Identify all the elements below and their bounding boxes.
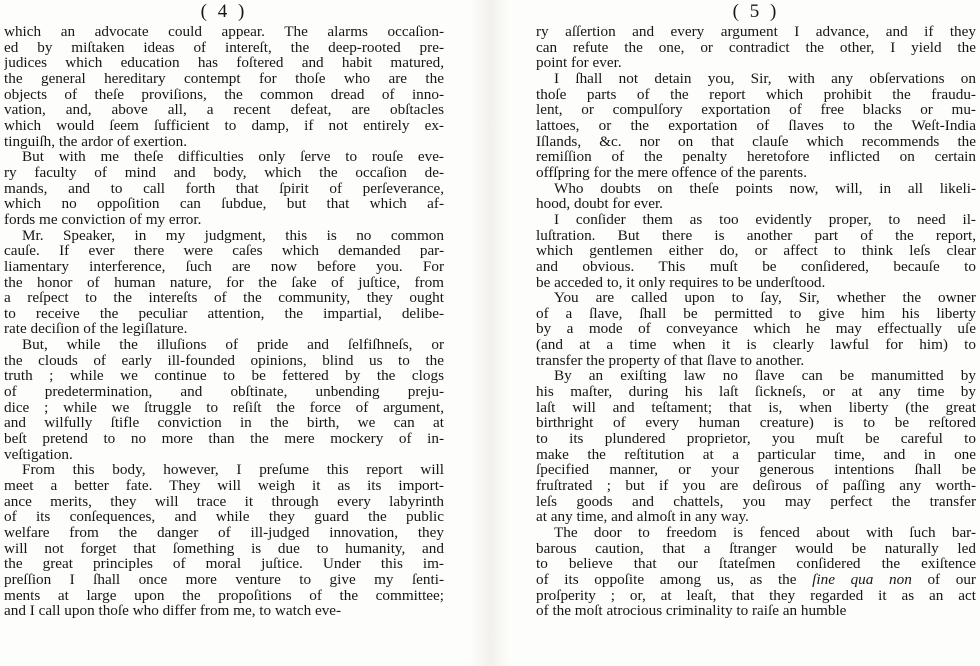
- text-line: the clouds of early ill-founded opinions, blind us to the: [4, 351, 444, 369]
- paragraph: [536, 290, 976, 368]
- text-line: luſtration. But there is another part of the report,: [536, 226, 976, 244]
- text-line: barous caution, that a ſtranger would be naturally led: [536, 539, 976, 557]
- text-line: lattoes, or the exportation of ſlaves to the Weſt-India: [536, 116, 976, 134]
- right-page-number: ( 5 ): [732, 1, 780, 22]
- text-line: can refute the one, or contradict the other, I yield the: [536, 38, 976, 56]
- paragraph: [536, 181, 976, 212]
- page-gutter: [470, 0, 510, 666]
- text-line: ry faculty of mind and body, which the occaſion de-: [4, 163, 444, 181]
- left-page-number: ( 4 ): [200, 1, 248, 22]
- right-page: [536, 0, 976, 666]
- text-line: to its plundered proprietor, you muſt be careful to: [536, 430, 976, 448]
- text-line: a reſpect to the intereſts of the community, they ought: [4, 289, 444, 307]
- text-line: objects of theſe proviſions, the common dread of inno-: [4, 85, 444, 103]
- text-line: By an exiſting law no ſlave can be manumitted by: [554, 367, 976, 385]
- text-line: which would ſeem ſufficient to damp, if not entirely ex-: [4, 116, 444, 134]
- text-line: mands, and to call forth that ſpirit of perſeverance,: [4, 179, 444, 197]
- left-page: [4, 0, 444, 666]
- text-line: But, while the illuſions of pride and ſelfiſhneſs, or: [22, 336, 444, 354]
- text-line: of a ſlave, ſhall be permitted to give him his liberty: [536, 304, 976, 322]
- paragraph: [536, 212, 976, 290]
- paragraph: [536, 525, 976, 619]
- text-line: lent, or compulſory exportation of free blacks or mu-: [536, 101, 976, 119]
- text-line: But with me theſe difficulties only ſerve to rouſe eve-: [22, 148, 444, 166]
- text-line: beſt pretend to no more than the mere mockery of in-: [4, 430, 444, 448]
- text-line: judices which education has foſtered and habit matured,: [4, 54, 444, 72]
- text-line: tinguiſh, the ardor of exertion.: [4, 132, 188, 150]
- text-line: will not forget that ſomething is due to humanity, and: [4, 539, 444, 557]
- paragraph: [4, 337, 444, 462]
- text-line: ance merits, they will trace it through every labyrinth: [4, 492, 444, 510]
- text-line: ſpecified manner, or your generous intentions ſhall be: [536, 461, 976, 479]
- paragraph: [4, 228, 444, 338]
- text-line: ry aſſertion and every argument I advance, and if they: [536, 23, 976, 40]
- text-line: laſt will and teſtament; that is, when liberty (the great: [536, 398, 976, 416]
- text-line: truth ; while we continue to be fettered by the clogs: [4, 367, 444, 385]
- italic-phrase: ſine qua non: [812, 570, 912, 588]
- text-line: birthright of every human creature) is to be reſtored: [536, 414, 976, 432]
- text-line: liamentary interference, ſuch are now before you. For: [4, 257, 444, 275]
- text-line: thoſe parts of the report which prohibit the fraudu-: [536, 85, 976, 103]
- text-line: and obvious. This muſt be conſidered, becauſe to: [536, 257, 976, 275]
- text-line: which gentlemen either do, or affect to think leſs clear: [536, 242, 976, 260]
- text-line: The door to freedom is fenced about with ſuch bar-: [554, 524, 976, 541]
- text-line: leſs goods and chattels, you may perfect the transfer: [536, 492, 976, 510]
- text-line: fords me conviction of my error.: [4, 210, 202, 228]
- paragraph: [4, 24, 444, 149]
- text-line: to receive the peculiar attention, the impartial, delibe-: [4, 304, 444, 322]
- text-line: From this body, however, I preſume this report will: [22, 461, 444, 479]
- text-line: and wilfully ſtifle conviction in the birth, we can at: [4, 414, 444, 432]
- text-line: You are called upon to ſay, Sir, whether the owner: [554, 289, 976, 307]
- text-line: of predetermination, and obſtinate, unbending preju-: [4, 383, 444, 401]
- right-page-text: [536, 24, 976, 619]
- text-line: fruſtrated ; but if you are deſirous of paſſing any worth-: [536, 477, 976, 495]
- text-line: Iſlands, &c. nor on that clauſe which recommends the: [536, 132, 976, 150]
- text-line: (and at a time when it is clearly lawful for him) to: [536, 336, 976, 354]
- text-line: vation, and, above all, a recent defeat, are obſtacles: [4, 101, 444, 119]
- text-line: veſtigation.: [4, 445, 73, 463]
- text-line: dice ; while we ſtruggle to reſiſt the force of argument,: [4, 398, 444, 416]
- text-line: I ſhall not detain you, Sir, with any obſervations on: [554, 69, 976, 87]
- text-line: the general hereditary contempt for thoſe who are the: [4, 69, 444, 87]
- text-line: to believe that our ſtateſmen conſidered the exiſtence: [536, 555, 976, 573]
- text-line: the great principles of moral juſtice. Under this im-: [4, 555, 444, 573]
- text-line: proſperity ; or, at leaſt, that they regarded it as an act: [536, 586, 976, 604]
- text-line: welfare from the danger of ill-judged innovation, they: [4, 524, 444, 541]
- paragraph: [536, 24, 976, 71]
- text-line: by a mode of conveyance which he may effectually uſe: [536, 320, 976, 338]
- text-line: be acceded to, it only requires to be underſtood.: [536, 273, 826, 291]
- text-line: and I call upon thoſe who differ from me, to watch eve-: [4, 602, 342, 620]
- text-line: offſpring for the mere offence of the parents.: [536, 163, 808, 181]
- text-line: the honor of human nature, for the ſake of juſtice, from: [4, 273, 444, 291]
- text-line: Who doubts on theſe points now, will, in all likeli-: [554, 179, 976, 197]
- text-line: which an advocate could appear. The alarms occaſion-: [4, 23, 444, 40]
- text-line: make the reſtitution at a particular time, and in one: [536, 445, 976, 463]
- text-line: of the moſt atrocious criminality to raiſe an humble: [536, 602, 847, 620]
- text-line: at any time, and almoſt in any way.: [536, 508, 749, 526]
- text-line: remiſſion of the penalty heretofore inflicted on certain: [536, 148, 976, 166]
- paragraph: [4, 462, 444, 619]
- paragraph: [536, 71, 976, 181]
- text-line: of its oppoſite among us, as the ſine qua non of our: [536, 570, 976, 588]
- paragraph: [536, 368, 976, 525]
- text-line: transfer the property of that ſlave to another.: [536, 351, 805, 369]
- text-line: point for ever.: [536, 54, 622, 72]
- paragraph: [4, 149, 444, 227]
- text-line: meet a better fate. They will weigh it as its import-: [4, 477, 444, 495]
- text-line: ed by miſtaken ideas of intereſt, the deep-rooted pre-: [4, 38, 444, 56]
- text-line: I conſider them as too evidently proper, to need il-: [554, 210, 976, 228]
- text-line: ments at large upon the propoſitions of the committee;: [4, 586, 444, 604]
- text-line: his maſter, during his laſt ſickneſs, or at any time by: [536, 383, 976, 401]
- text-line: hood, doubt for ever.: [536, 195, 663, 213]
- text-line: which no oppoſition can ſubdue, but that which af-: [4, 195, 444, 213]
- text-line: preſſion I ſhall once more venture to give my ſenti-: [4, 570, 444, 588]
- text-line: of its conſequences, and while they guard the public: [4, 508, 444, 526]
- text-line: cauſe. If ever there were caſes which demanded par-: [4, 242, 444, 260]
- text-line: Mr. Speaker, in my judgment, this is no common: [22, 226, 444, 244]
- text-line: rate deciſion of the legiſlature.: [4, 320, 188, 338]
- left-page-text: [4, 24, 444, 619]
